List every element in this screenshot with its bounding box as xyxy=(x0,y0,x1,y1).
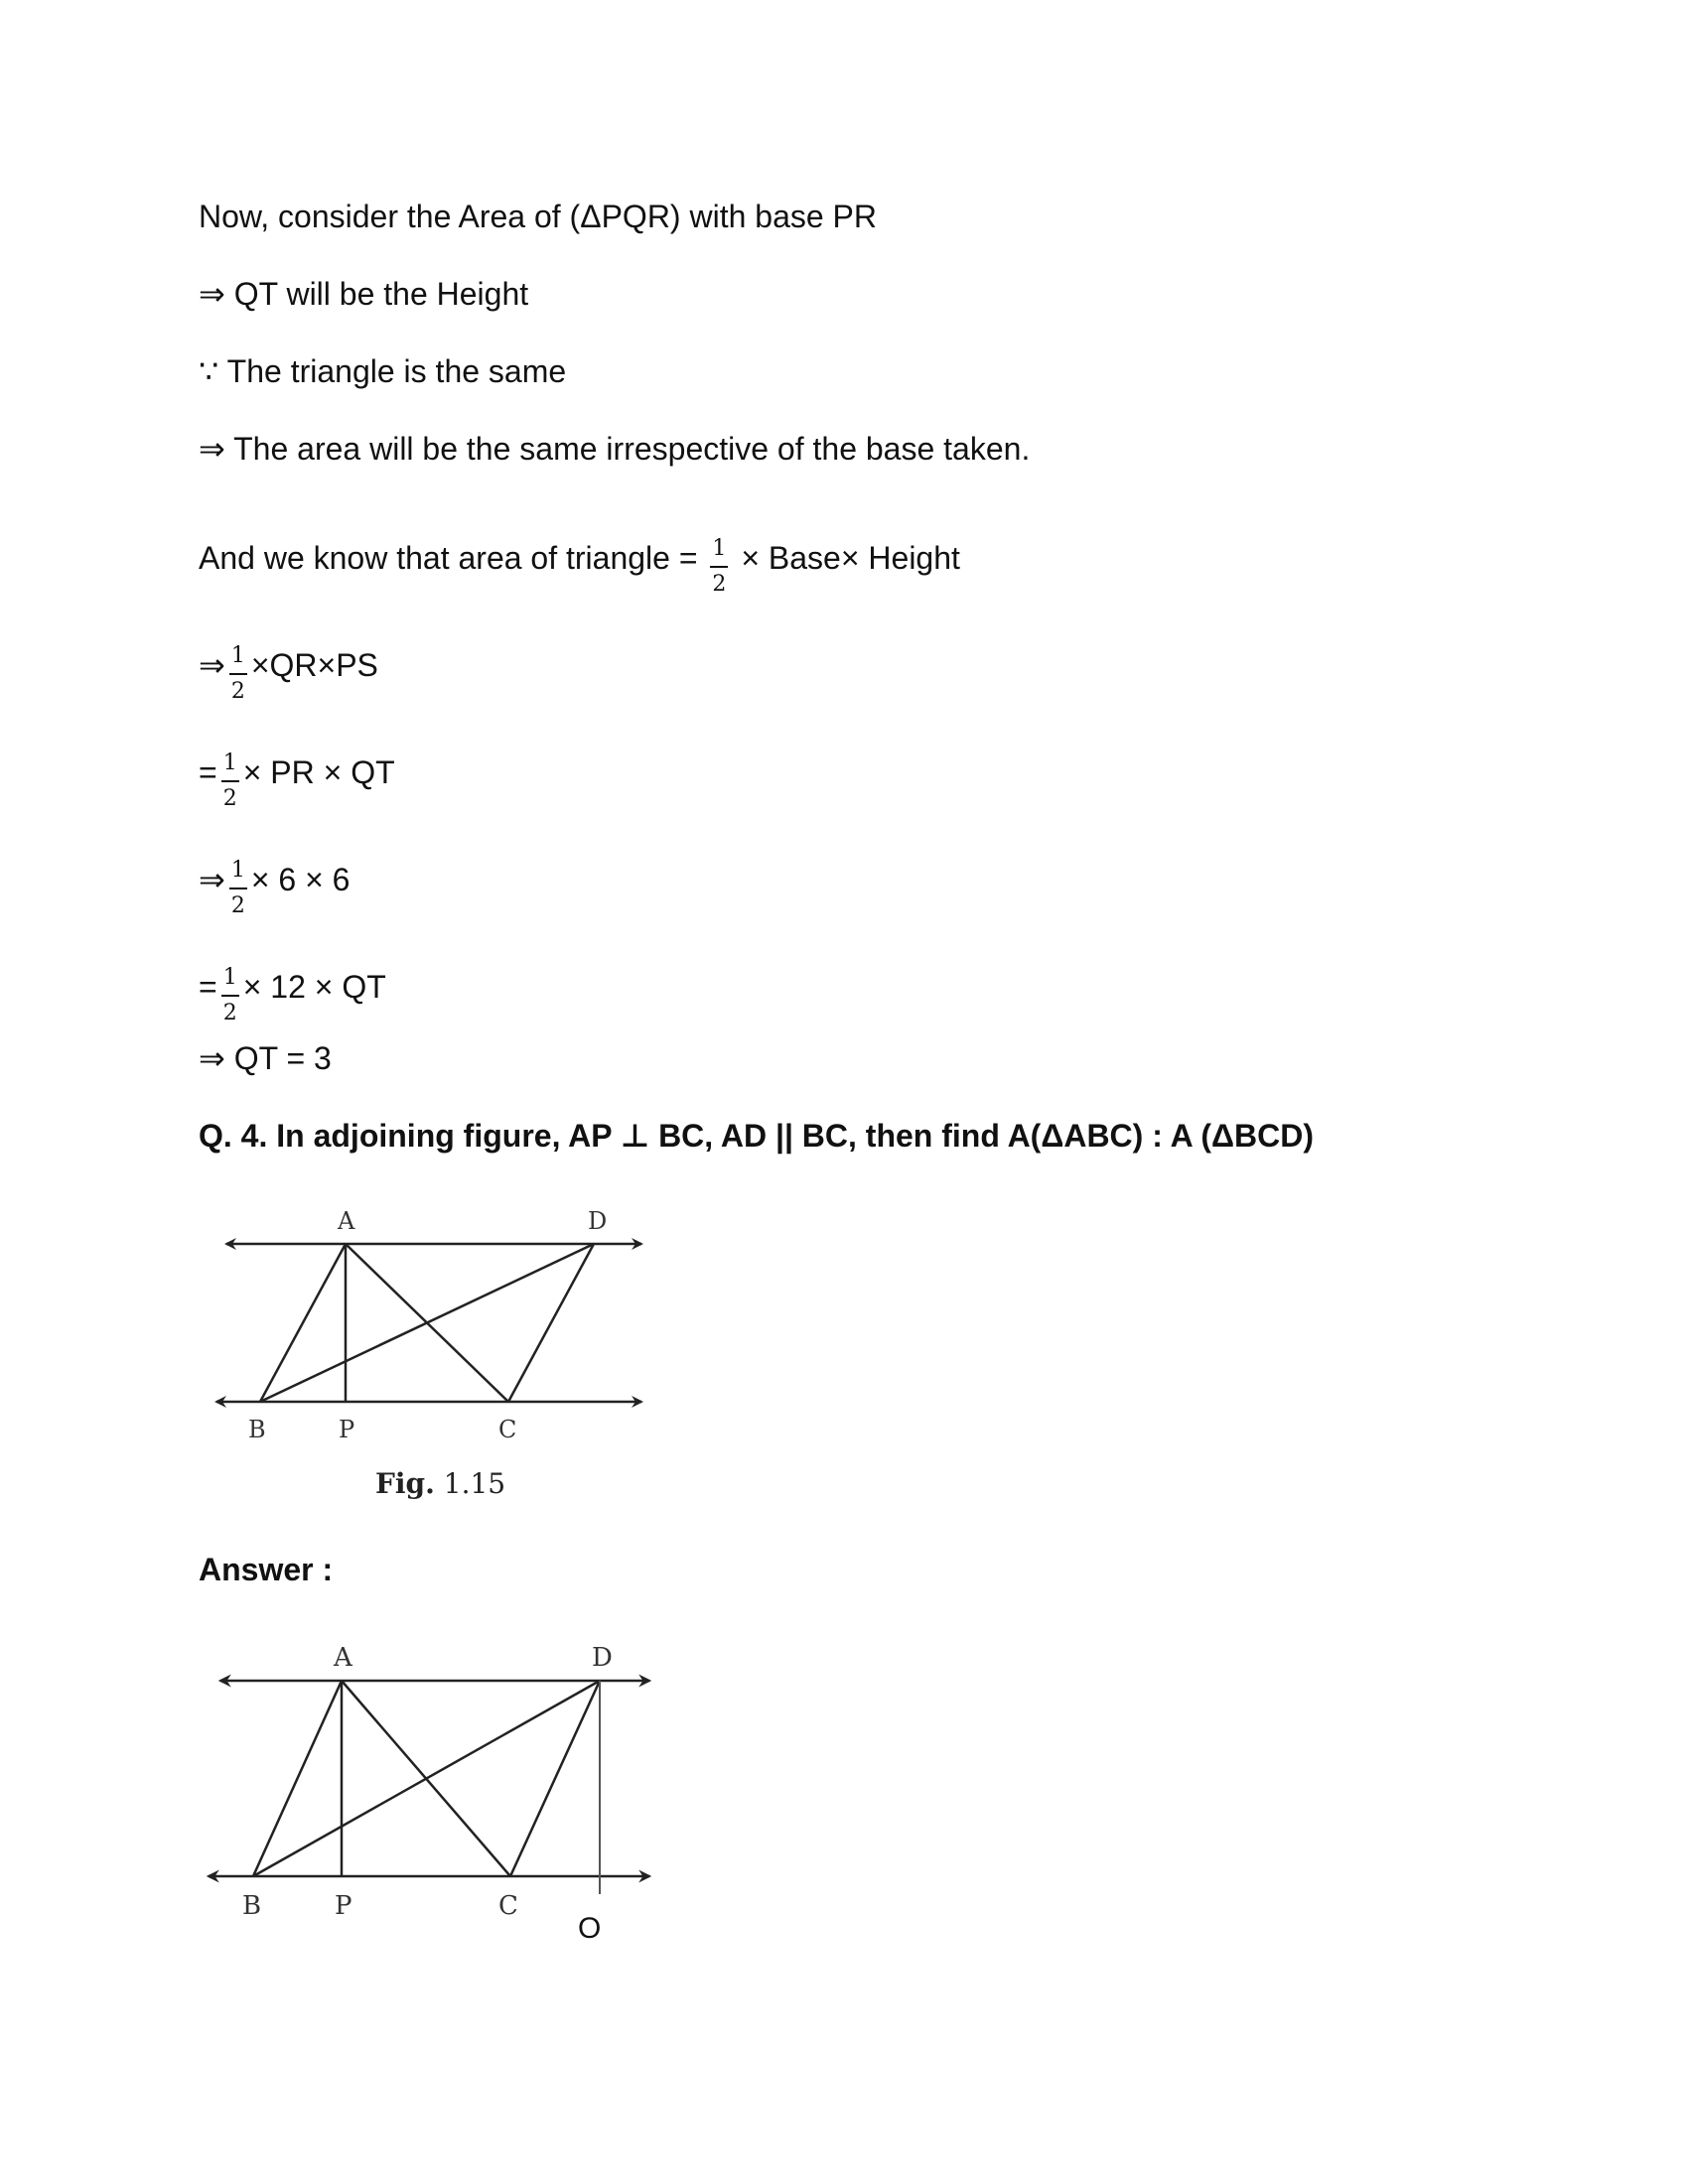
text-line-4: ⇒ The area will be the same irrespective of the base taken. xyxy=(199,431,1031,467)
line-7-suffix: × PR × QT xyxy=(242,754,395,790)
line-8-prefix: ⇒ xyxy=(199,862,225,897)
line-9-suffix: × 12 × QT xyxy=(242,969,386,1005)
label-c: C xyxy=(498,1891,518,1921)
line-5-suffix: × Base× Height xyxy=(741,540,960,576)
segment-bd xyxy=(253,1681,600,1876)
fraction-denominator: 2 xyxy=(230,893,245,918)
fraction-denominator: 2 xyxy=(712,572,727,597)
text-line-1: Now, consider the Area of (ΔPQR) with base PR xyxy=(199,199,877,234)
question-heading: Q. 4. In adjoining figure, AP ⊥ BC, AD || BC, then find A(ΔABC) : A (ΔBCD) xyxy=(199,1118,1315,1154)
line-6-prefix: ⇒ xyxy=(199,647,225,683)
line-5-prefix: And we know that area of triangle = xyxy=(199,540,698,576)
text-line-10: ⇒ QT = 3 xyxy=(199,1040,332,1076)
line-7-prefix: = xyxy=(199,754,217,790)
caption-fig: Fig. xyxy=(375,1467,435,1500)
label-p: P xyxy=(339,1416,355,1443)
line-8-suffix: × 6 × 6 xyxy=(250,862,351,897)
caption-number: 1.15 xyxy=(443,1467,506,1500)
fraction-denominator: 2 xyxy=(222,1001,237,1025)
segment-ab xyxy=(253,1681,342,1876)
fraction-numerator: 1 xyxy=(229,643,247,675)
segment-cd xyxy=(510,1681,600,1876)
label-p: P xyxy=(335,1891,352,1921)
label-b: B xyxy=(248,1416,266,1443)
text-line-3: ∵ The triangle is the same xyxy=(199,353,567,389)
label-d: D xyxy=(588,1207,608,1235)
label-b: B xyxy=(242,1891,262,1921)
label-c: C xyxy=(498,1416,517,1443)
fraction-denominator: 2 xyxy=(230,679,245,704)
fraction-numerator: 1 xyxy=(229,858,247,889)
fraction-denominator: 2 xyxy=(222,786,237,811)
label-a: A xyxy=(338,1207,355,1235)
line-9-prefix: = xyxy=(199,969,217,1005)
fraction-numerator: 1 xyxy=(221,751,239,782)
label-o: O xyxy=(578,1912,602,1945)
text-line-2: ⇒ QT will be the Height xyxy=(199,276,529,312)
fraction-numerator: 1 xyxy=(710,536,728,568)
fraction-numerator: 1 xyxy=(221,965,239,997)
answer-label: Answer : xyxy=(199,1552,334,1587)
label-d: D xyxy=(592,1643,613,1673)
label-a: A xyxy=(334,1643,352,1673)
line-6-suffix: ×QR×PS xyxy=(250,647,378,683)
